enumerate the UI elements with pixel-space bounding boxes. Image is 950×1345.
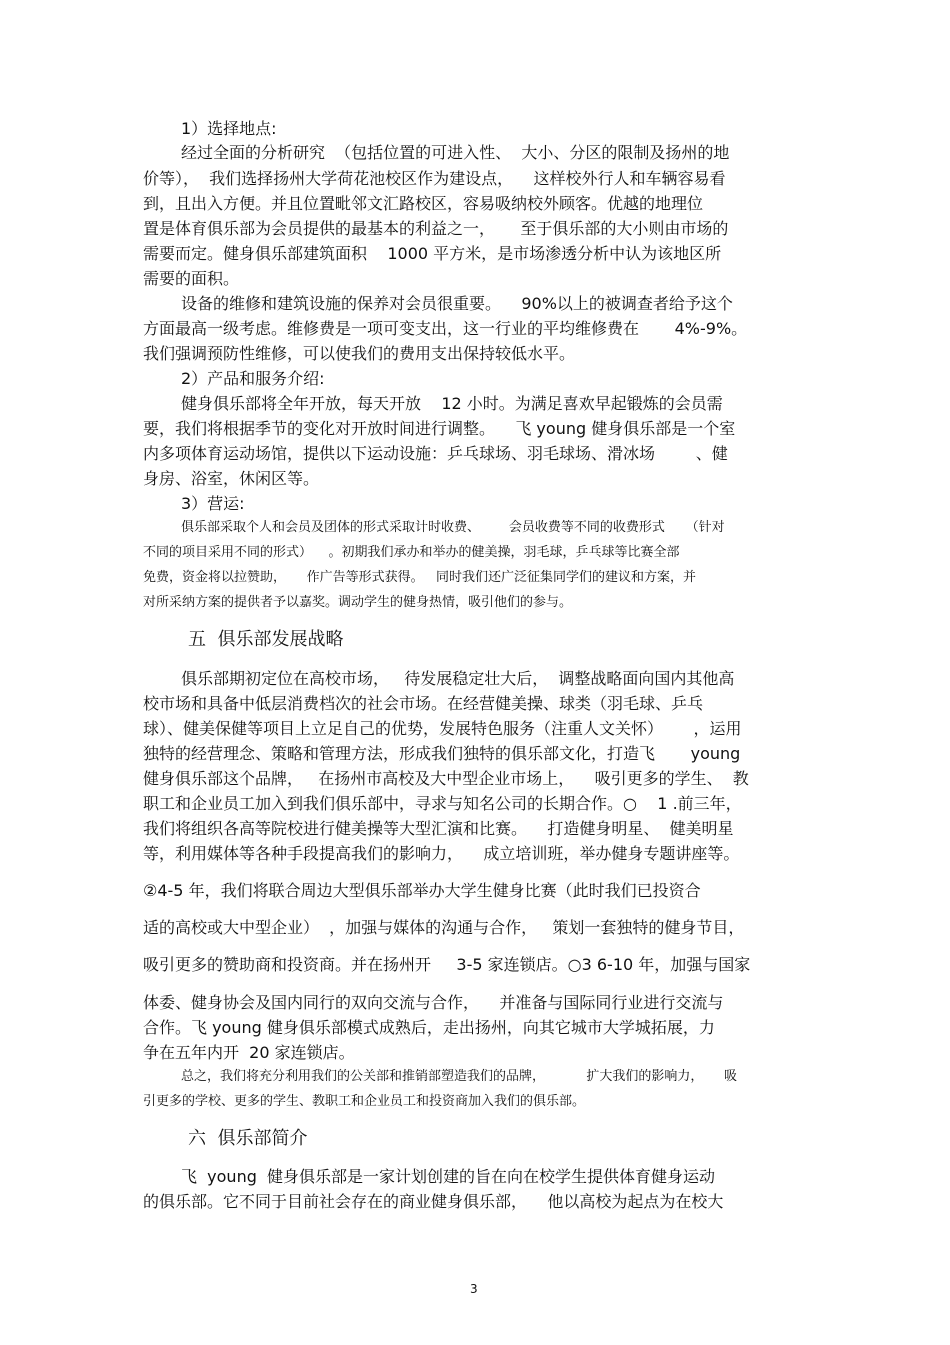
paragraph-line: 总之，我们将充分利用我们的公关部和推销部塑造我们的品牌， 扩大我们的影响力， 吸 xyxy=(181,1069,737,1084)
paragraph-line: 俱乐部采取个人和会员及团体的形式采取计时收费、 会员收费等不同的收费形式 （针对 xyxy=(181,520,725,535)
paragraph-line: 引更多的学校、更多的学生、教职工和企业员工和投资商加入我们的俱乐部。 xyxy=(143,1094,586,1109)
paragraph-line: 等，利用媒体等各种手段提高我们的影响力， 成立培训班，举办健身专题讲座等。 xyxy=(143,844,740,863)
paragraph-line: 合作。飞 young 健身俱乐部模式成熟后，走出扬州，向其它城市大学城拓展，力 xyxy=(143,1018,715,1037)
paragraph-line: 内多项体育运动场馆，提供以下运动设施：乒乓球场、羽毛球场、滑冰场 、健 xyxy=(143,444,728,463)
paragraph-line: 健身俱乐部将全年开放，每天开放 12 小时。为满足喜欢早起锻炼的会员需 xyxy=(181,394,723,413)
paragraph-line: 球）、健美保健等项目上立足自己的优势，发展特色服务（注重人文关怀） ，运用 xyxy=(143,719,742,738)
paragraph-line: 免费，资金将以拉赞助， 作广告等形式获得。 同时我们还广泛征集同学们的建议和方案，并 xyxy=(143,570,697,585)
paragraph-line: 方面最高一级考虑。维修费是一项可变支出，这一行业的平均维修费在 4%-9%。 xyxy=(143,319,748,338)
paragraph-line: 独特的经营理念、策略和管理方法，形成我们独特的俱乐部文化，打造飞 young xyxy=(143,744,741,763)
paragraph-line: 体委、健身协会及国内同行的双向交流与合作， 并准备与国际同行业进行交流与 xyxy=(143,993,724,1012)
paragraph-line: 适的高校或大中型企业） ，加强与媒体的沟通与合作， 策划一套独特的健身节目， xyxy=(143,918,745,937)
subheading-products: 2）产品和服务介绍: xyxy=(181,369,325,388)
paragraph-line: 不同的项目采用不同的形式） 。初期我们承办和举办的健美操，羽毛球，乒乓球等比赛全部 xyxy=(143,545,680,560)
page-number: 3 xyxy=(470,1282,478,1296)
paragraph-line: 职工和企业员工加入到我们俱乐部中，寻求与知名公司的长期合作。○ 1 .前三年， xyxy=(143,794,742,813)
paragraph-line: 要，我们将根据季节的变化对开放时间进行调整。 飞 young 健身俱乐部是一个室 xyxy=(143,419,736,438)
paragraph-line: 对所采纳方案的提供者予以嘉奖。调动学生的健身热情，吸引他们的参与。 xyxy=(143,595,573,610)
paragraph-line: 身房、浴室，休闲区等。 xyxy=(143,469,320,488)
paragraph-line: 吸引更多的赞助商和投资商。并在扬州开 3-5 家连锁店。○3 6-10 年，加强与国家 xyxy=(143,955,751,974)
subheading-location: 1）选择地点: xyxy=(181,119,277,138)
paragraph-line: 健身俱乐部这个品牌， 在扬州市高校及大中型企业市场上， 吸引更多的学生、 教 xyxy=(143,769,749,788)
paragraph-line: 设备的维修和建筑设施的保养对会员很重要。 90%以上的被调查者给予这个 xyxy=(181,294,733,313)
paragraph-line: 飞 young 健身俱乐部是一家计划创建的旨在向在校学生提供体育健身运动 xyxy=(181,1167,716,1186)
paragraph-line: 争在五年内开 20 家连锁店。 xyxy=(143,1043,355,1062)
paragraph-line: 价等）， 我们选择扬州大学荷花池校区作为建设点， 这样校外行人和车辆容易看 xyxy=(143,169,726,188)
paragraph-line: 到，且出入方便。并且位置毗邻文汇路校区，容易吸纳校外顾客。优越的地理位 xyxy=(143,194,704,213)
paragraph-line: 俱乐部期初定位在高校市场， 待发展稳定壮大后， 调整战略面向国内其他高 xyxy=(181,669,735,688)
section-heading-strategy: 五 俱乐部发展战略 xyxy=(188,629,344,650)
section-heading-intro: 六 俱乐部简介 xyxy=(188,1128,308,1149)
subheading-operations: 3）营运: xyxy=(181,494,245,513)
paragraph-line: 需要而定。健身俱乐部建筑面积 1000 平方米，是市场渗透分析中认为该地区所 xyxy=(143,244,722,263)
paragraph-line: 我们将组织各高等院校进行健美操等大型汇演和比赛。 打造健身明星、 健美明星 xyxy=(143,819,734,838)
paragraph-line: 置是体育俱乐部为会员提供的最基本的利益之一， 至于俱乐部的大小则由市场的 xyxy=(143,219,729,238)
paragraph-line: 校市场和具备中低层消费档次的社会市场。在经营健美操、球类（羽毛球、乒乓 xyxy=(143,694,704,713)
paragraph-line: 我们强调预防性维修，可以使我们的费用支出保持较低水平。 xyxy=(143,344,576,363)
paragraph-line: 需要的面积。 xyxy=(143,269,240,288)
paragraph-line: 的俱乐部。它不同于目前社会存在的商业健身俱乐部， 他以高校为起点为在校大 xyxy=(143,1192,724,1211)
paragraph-line: ②4-5 年，我们将联合周边大型俱乐部举办大学生健身比赛（此时我们已投资合 xyxy=(143,881,701,900)
paragraph-line: 经过全面的分析研究 （包括位置的可进入性、 大小、分区的限制及扬州的地 xyxy=(181,143,730,162)
